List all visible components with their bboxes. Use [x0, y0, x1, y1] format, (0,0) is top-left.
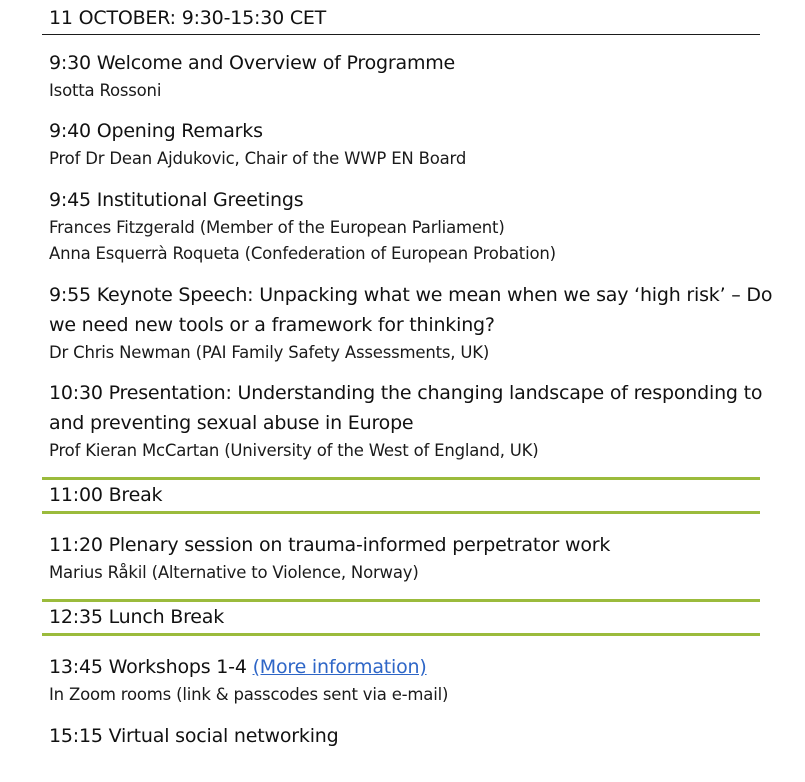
lunch-break-label: 12:35 Lunch Break	[49, 606, 225, 628]
item-speaker: Dr Chris Newman (PAI Family Safety Assessments, UK)	[49, 343, 490, 362]
item-title-presentation-line2: and preventing sexual abuse in Europe	[49, 412, 414, 434]
item-title-keynote-line2: we need new tools or a framework for thinking?	[49, 314, 495, 336]
item-speaker: Frances Fitzgerald (Member of the European Parliament)	[49, 218, 505, 237]
item-title-opening: 9:40 Opening Remarks	[49, 120, 263, 142]
lunch-divider-top	[42, 599, 760, 602]
break-divider-top	[42, 477, 760, 480]
item-speaker: Isotta Rossoni	[49, 81, 162, 100]
item-title-greetings: 9:45 Institutional Greetings	[49, 189, 304, 211]
item-speaker: Marius Råkil (Alternative to Violence, Norway)	[49, 563, 419, 582]
item-title-welcome: 9:30 Welcome and Overview of Programme	[49, 52, 456, 74]
workshops-title-text: 13:45 Workshops 1-4	[49, 656, 247, 678]
item-speaker: Anna Esquerrà Roqueta (Confederation of European Probation)	[49, 244, 556, 263]
item-title-plenary: 11:20 Plenary session on trauma-informed perpetrator work	[49, 534, 611, 556]
item-note: In Zoom rooms (link & passcodes sent via e-mail)	[49, 685, 449, 704]
break-label: 11:00 Break	[49, 484, 163, 506]
lunch-divider-bottom	[42, 633, 760, 636]
item-title-networking: 15:15 Virtual social networking	[49, 725, 339, 747]
item-speaker: Prof Kieran McCartan (University of the West of England, UK)	[49, 441, 539, 460]
item-title-keynote-line1: 9:55 Keynote Speech: Unpacking what we mean when we say ‘high risk’ – Do	[49, 284, 773, 306]
more-information-link[interactable]: (More information)	[252, 656, 427, 678]
item-title-presentation-line1: 10:30 Presentation: Understanding the changing landscape of responding to	[49, 382, 763, 404]
item-speaker: Prof Dr Dean Ajdukovic, Chair of the WWP EN Board	[49, 149, 467, 168]
item-title-workshops	[49, 656, 427, 678]
date-header: 11 OCTOBER: 9:30-15:30 CET	[49, 7, 327, 29]
header-divider	[42, 34, 760, 35]
break-divider-bottom	[42, 511, 760, 514]
